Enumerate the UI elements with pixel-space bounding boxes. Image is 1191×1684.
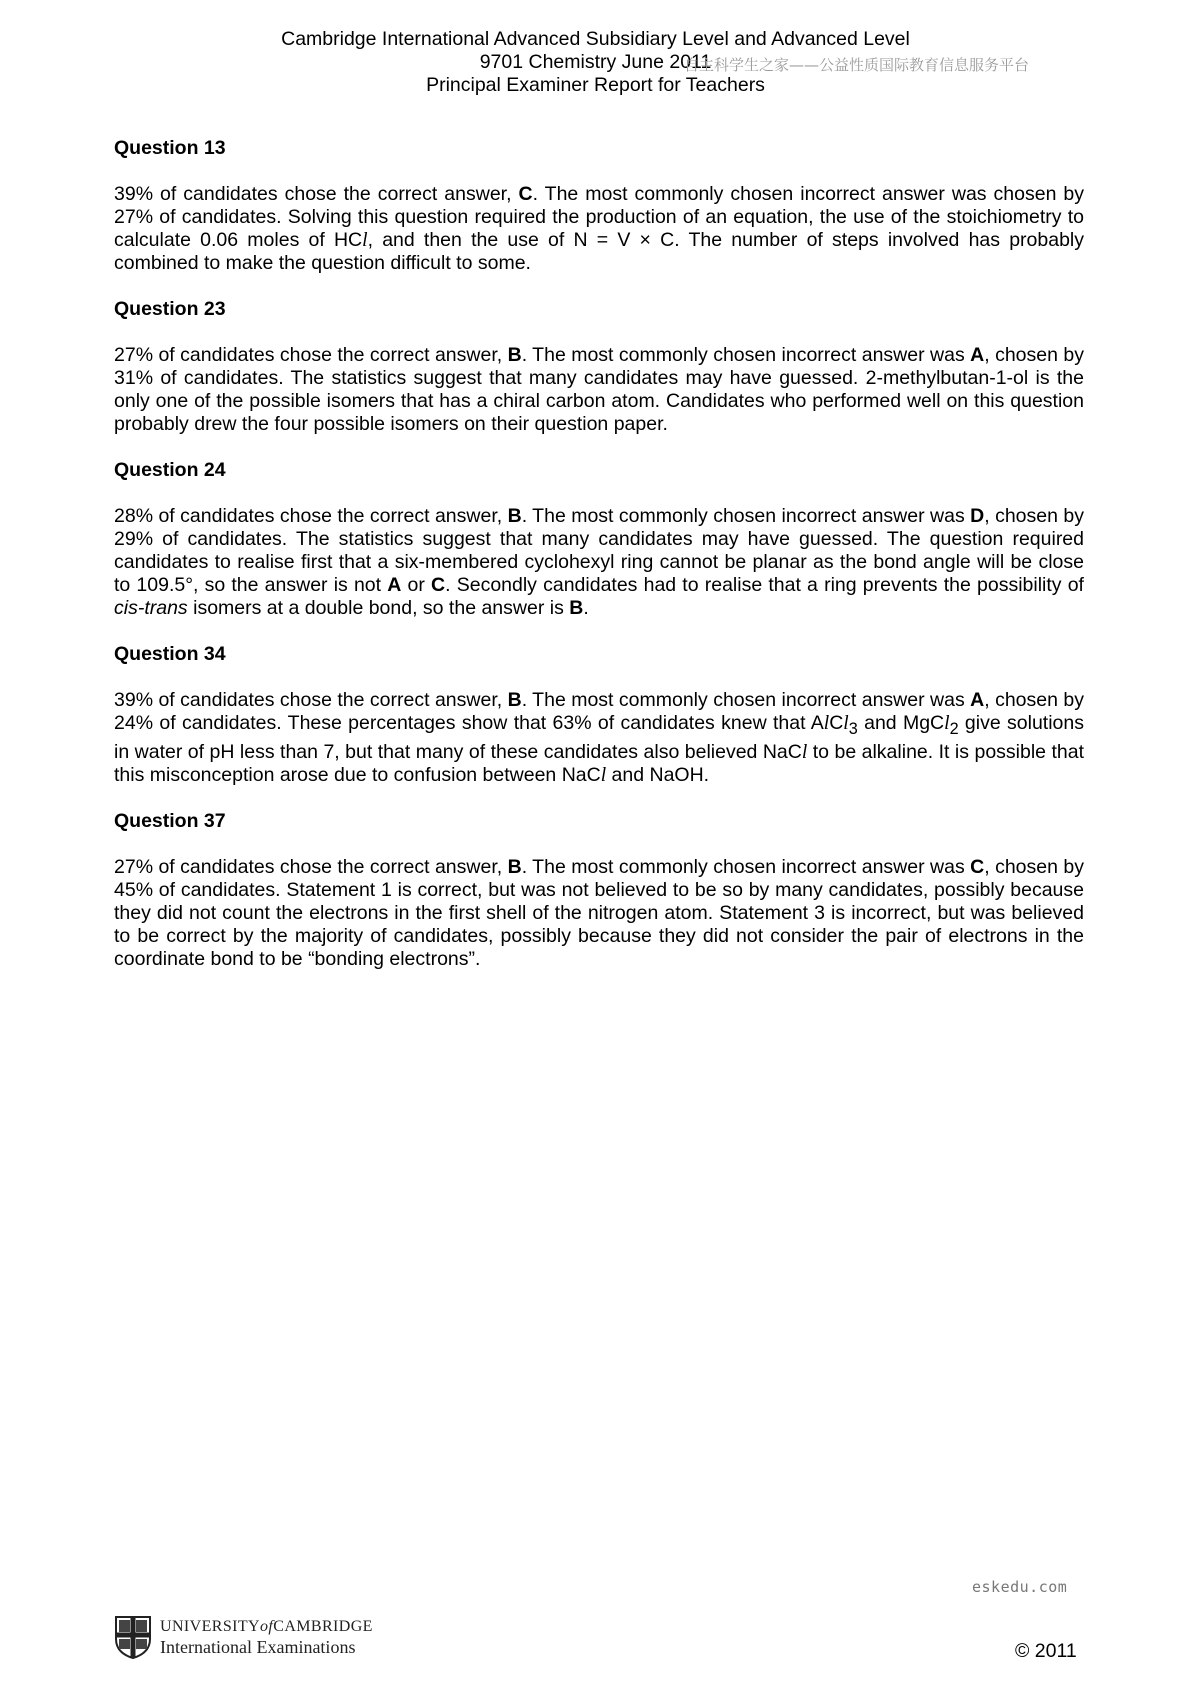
question-23-title: Question 23 <box>114 298 226 320</box>
question-13-section <box>114 137 1084 275</box>
logo-line-2: International Examinations <box>160 1637 356 1657</box>
question-23-body: 27% of candidates chose the correct answer, B. The most commonly chosen incorrect answer was A, chosen by 31% of candidates. The statistics suggest that many candidates may have guessed. 2-methylbutan-1-ol is the only one of the possible isomers that has a chiral carbon atom. Candidates who performed well on this question probably drew the four possible isomers on their question paper. <box>114 344 1084 435</box>
question-24-title: Question 24 <box>114 459 226 481</box>
watermark-text: 自主科学生之家——公益性质国际教育信息服务平台 <box>684 56 1030 74</box>
question-24-section <box>114 459 1084 620</box>
header-line-3: Principal Examiner Report for Teachers <box>426 74 765 96</box>
logo-text <box>160 1617 373 1657</box>
report-content <box>114 137 1084 994</box>
question-13-title: Question 13 <box>114 137 226 159</box>
logo-line-1: UNIVERSITYofCAMBRIDGE <box>160 1618 373 1635</box>
question-34-title: Question 34 <box>114 643 226 665</box>
question-34-body: 39% of candidates chose the correct answer, B. The most commonly chosen incorrect answer was A, chosen by 24% of candidates. These percentages show that 63% of candidates knew that AlCl$_3$ and MgCl$_2$ give solutions in water of pH less than 7, but that many of these candidates also believed NaCl to be alkaline. It is possible that this misconception arose due to confusion between NaCl and NaOH. <box>114 689 1084 786</box>
footer-site-text: eskedu.com <box>972 1578 1068 1596</box>
copyright-text: © 2011 <box>1015 1640 1077 1662</box>
cambridge-logo <box>114 1615 373 1659</box>
header-line-1: Cambridge International Advanced Subsidiary Level and Advanced Level <box>281 28 910 50</box>
question-24-body: 28% of candidates chose the correct answer, B. The most commonly chosen incorrect answer was D, chosen by 29% of candidates. The statistics suggest that many candidates may have guessed. The question required candidates to realise first that a six-membered cyclohexyl ring cannot be planar as the bond angle will be close to 109.5°, so the answer is not A or C. Secondly candidates had to realise that a ring prevents the possibility of cis-trans isomers at a double bond, so the answer is B. <box>114 505 1084 619</box>
crest-icon <box>114 1615 152 1659</box>
question-13-body: 39% of candidates chose the correct answer, C. The most commonly chosen incorrect answer was chosen by 27% of candidates. Solving this question required the production of an equation, the use of the stoichiometry to calculate 0.06 moles of HCl, and then the use of N = V × C. The number of steps involved has probably combined to make the question difficult to some. <box>114 183 1085 274</box>
question-37-section <box>114 810 1084 971</box>
question-34-section <box>114 643 1084 787</box>
question-37-body: 27% of candidates chose the correct answer, B. The most commonly chosen incorrect answer was C, chosen by 45% of candidates. Statement 1 is correct, but was not believed to be so by many candidates, possibly because they did not count the electrons in the first shell of the nitrogen atom. Statement 3 is incorrect, but was believed to be correct by the majority of candidates, possibly because they did not consider the pair of electrons in the coordinate bond to be “bonding electrons”. <box>114 855 1084 970</box>
question-23-section <box>114 298 1084 436</box>
question-37-title: Question 37 <box>114 809 226 832</box>
header-line-2: 9701 Chemistry June 2011 <box>479 51 712 73</box>
